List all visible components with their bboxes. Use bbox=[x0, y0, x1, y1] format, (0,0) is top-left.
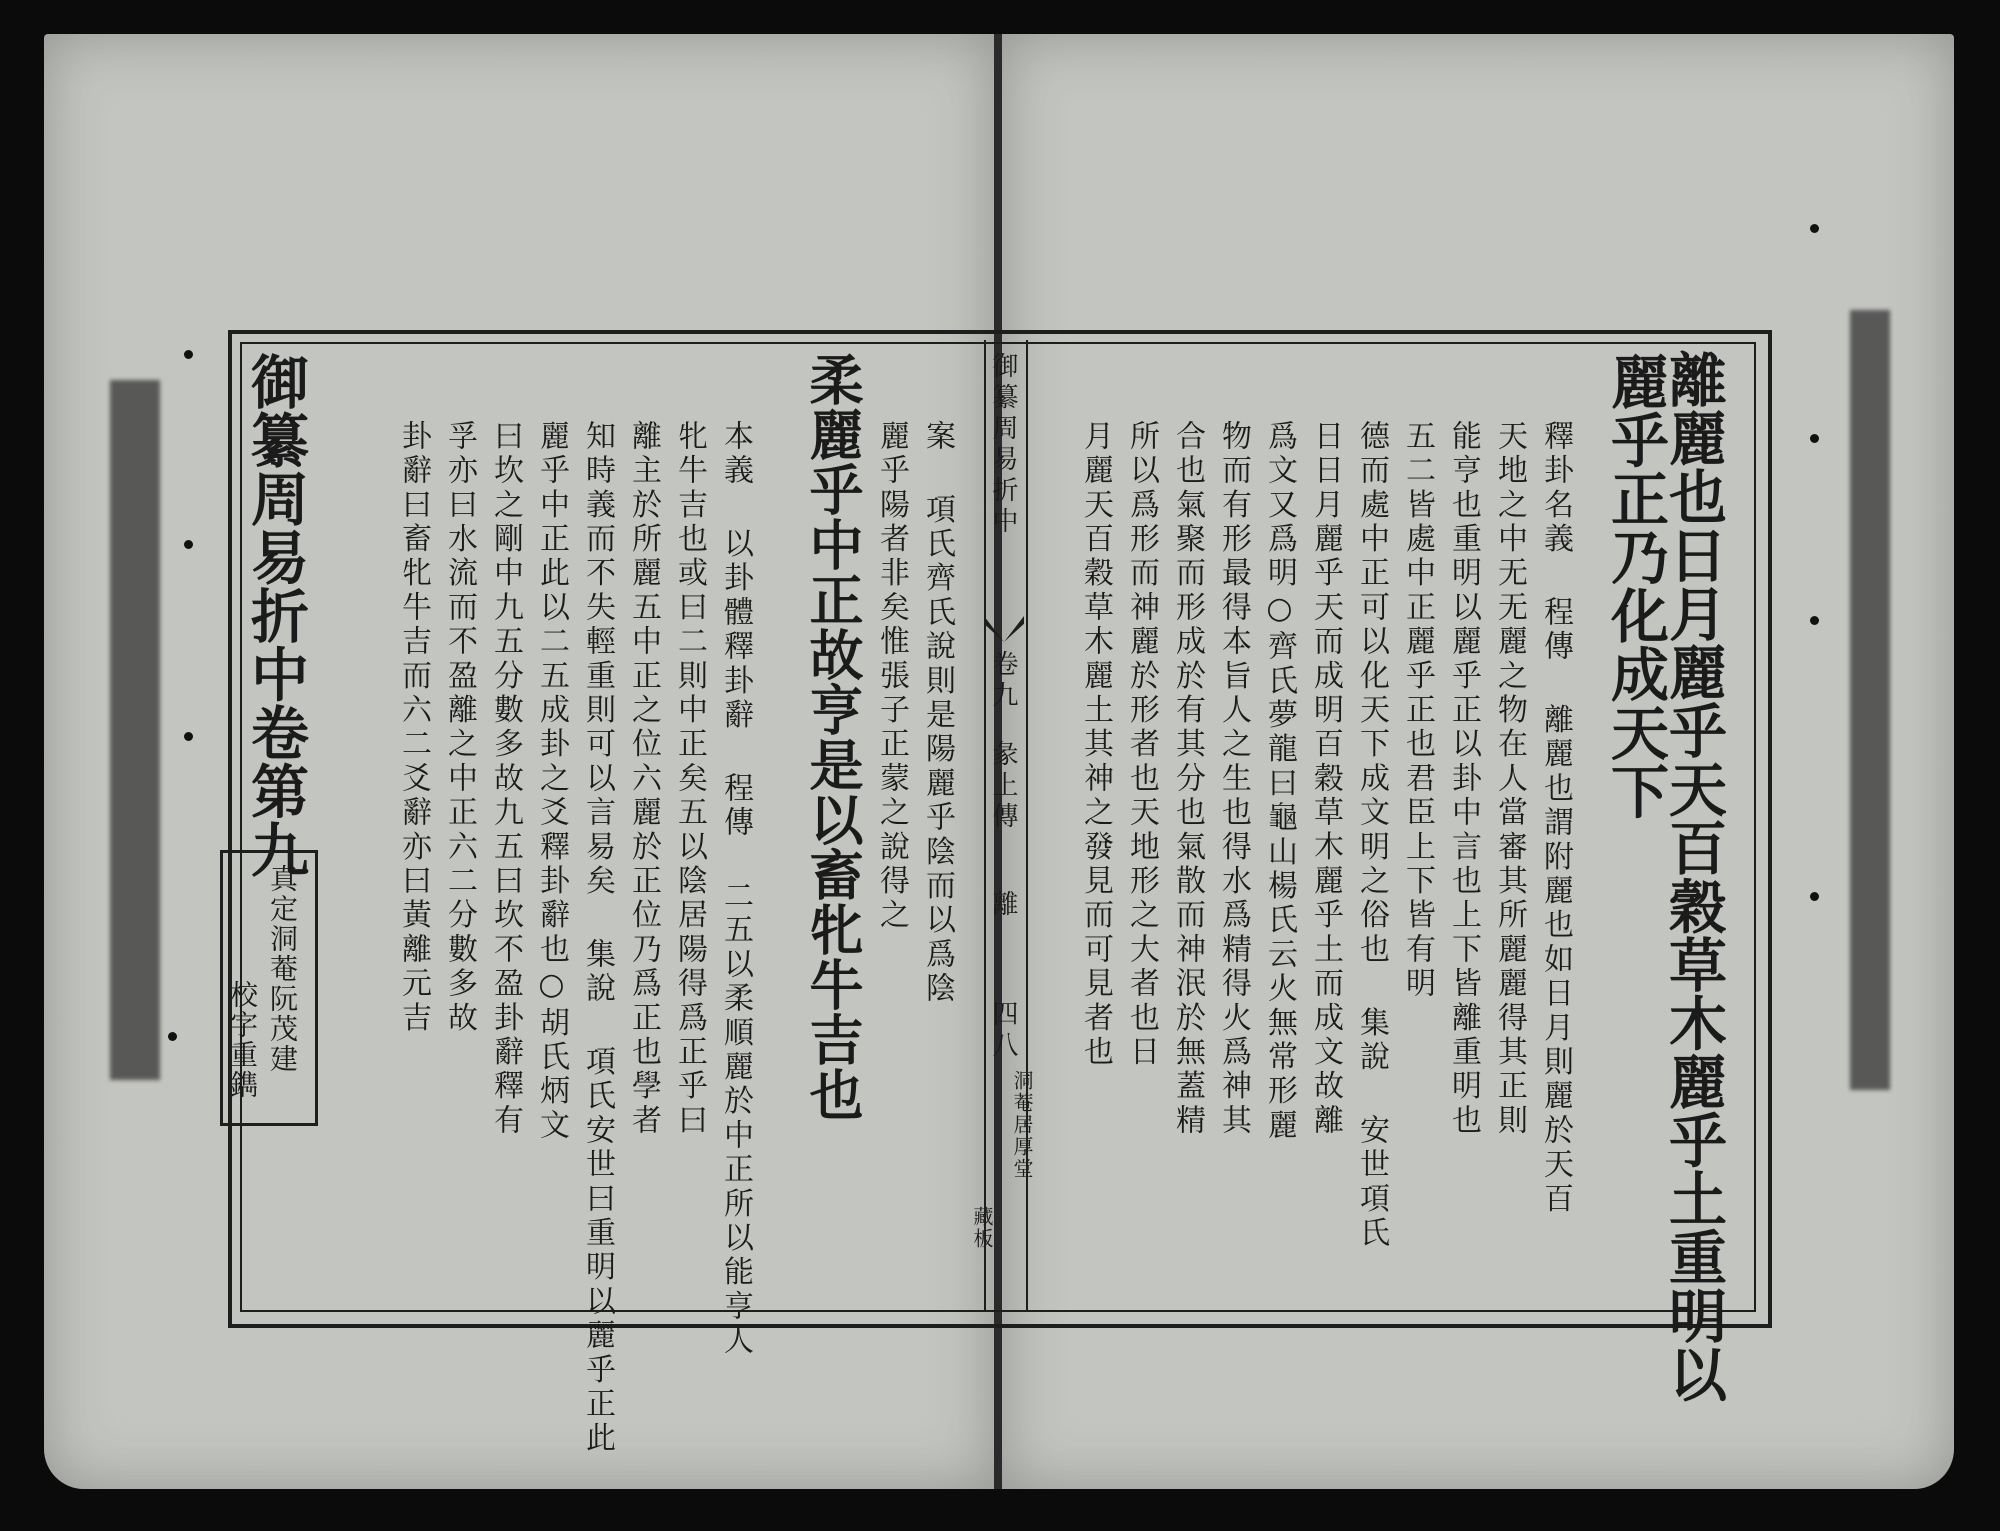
binding-hole bbox=[184, 732, 193, 741]
commentary-line: 案 項氏齊氏說則是陽麗乎陰而以爲陰 bbox=[920, 420, 955, 1007]
binding-hole bbox=[184, 540, 193, 549]
center-title: 御纂周易折中 bbox=[988, 352, 1018, 538]
ink-smudge bbox=[1850, 310, 1890, 1090]
main-text-heading: 柔麗乎中正故亨是以畜牝牛吉也 bbox=[801, 352, 865, 1122]
center-page-number: 四八 bbox=[988, 1000, 1018, 1062]
commentary-line: 所以爲形而神麗於形者也天地形之大者也日 bbox=[1124, 420, 1159, 1070]
commentary-line: 五二皆處中正麗乎正也君臣上下皆有明 bbox=[1400, 420, 1435, 1002]
main-text-line-1: 離麗也日月麗乎天百穀草木麗乎土重明以 bbox=[1659, 350, 1727, 1403]
binding-hole bbox=[1810, 892, 1819, 901]
commentary-line: 物而有形最得本旨人之生也得水爲精得火爲神其 bbox=[1216, 420, 1251, 1139]
commentary-line: 卦辭曰畜牝牛吉而六二爻辭亦曰黃離元吉 bbox=[396, 420, 431, 1036]
binding-hole bbox=[184, 350, 193, 359]
center-hexagram: 離 bbox=[988, 890, 1018, 921]
ink-smudge bbox=[110, 380, 160, 1080]
commentary-line: 知時義而不失輕重則可以言易矣 集說 項氏安世曰重明以麗乎正此 bbox=[580, 420, 615, 1456]
commentary-line: 離主於所麗五中正之位六麗於正位乃爲正也學者 bbox=[626, 420, 661, 1139]
center-volume: 卷九 bbox=[988, 650, 1018, 712]
commentary-line: 本義 以卦體釋卦辭 程傳 二五以柔順麗於中正所以能亨人 bbox=[718, 420, 753, 1359]
commentary-line: 德而處中正可以化天下成文明之俗也 集說 安世項氏 bbox=[1354, 420, 1389, 1251]
commentary-line: 能亨也重明以麗乎正以卦中言也上下皆離重明也 bbox=[1446, 420, 1481, 1139]
colophon-line-2: 校字重鐫 bbox=[226, 980, 259, 1100]
commentary-line: 天地之中无无麗之物在人當審其所麗麗得其正則 bbox=[1492, 420, 1527, 1139]
commentary-line: 月麗天百穀草木麗土其神之發見而可見者也 bbox=[1078, 420, 1113, 1070]
commentary-line: 爲文又爲明○齊氏夢龍曰龜山楊氏云火無常形麗 bbox=[1262, 420, 1297, 1144]
commentary-line: 曰坎之剛中九五分數多故九五曰坎不盈卦辭釋有 bbox=[488, 420, 523, 1139]
center-block: 藏板 bbox=[970, 1206, 994, 1250]
commentary-line: 麗乎陽者非矣惟張子正蒙之說得之 bbox=[874, 420, 909, 933]
binding-hole bbox=[168, 1032, 177, 1041]
commentary-line: 合也氣聚而形成於有其分也氣散而神泯於無蓋精 bbox=[1170, 420, 1205, 1139]
binding-hole bbox=[1810, 434, 1819, 443]
commentary-line: 日日月麗乎天而成明百穀草木麗乎土而成文故離 bbox=[1308, 420, 1343, 1139]
commentary-line: 麗乎中正此以二五成卦之爻釋卦辭也○胡氏炳文 bbox=[534, 420, 569, 1144]
colophon-line-1: 真定洞菴阮茂建 bbox=[266, 864, 299, 1074]
commentary-line: 孚亦曰水流而不盈離之中正六二分數多故 bbox=[442, 420, 477, 1036]
binding-hole bbox=[1810, 616, 1819, 625]
commentary-line: 牝牛吉也或曰二則中正矣五以陰居陽得爲正乎曰 bbox=[672, 420, 707, 1139]
center-section: 彖上傳 bbox=[988, 740, 1018, 833]
commentary-line: 釋卦名義 程傳 離麗也謂附麗也如日月則麗於天百 bbox=[1538, 420, 1573, 1217]
main-text-line-2: 麗乎正乃化成天下 bbox=[1601, 352, 1669, 820]
binding-hole bbox=[1810, 224, 1819, 233]
center-publisher: 洞菴居厚堂 bbox=[1010, 1070, 1034, 1180]
volume-title: 御纂周易折中卷第九 bbox=[241, 352, 309, 879]
